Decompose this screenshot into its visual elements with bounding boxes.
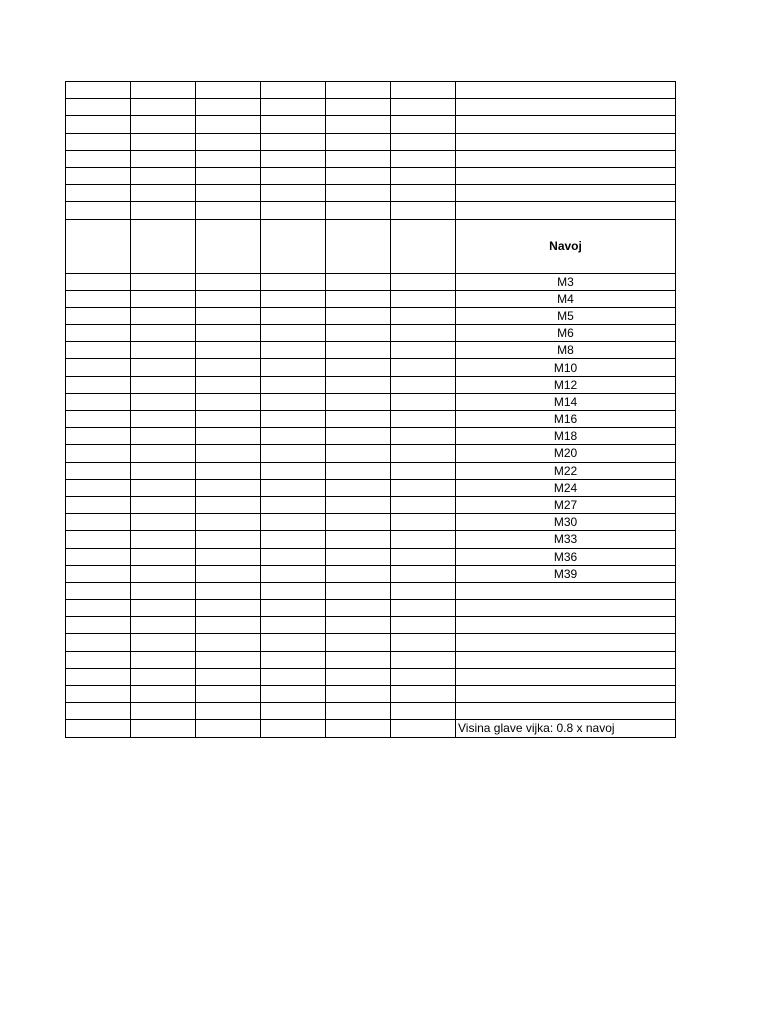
- thread-size-cell[interactable]: M27: [456, 496, 676, 513]
- cell[interactable]: [326, 531, 391, 548]
- cell[interactable]: [66, 307, 131, 324]
- cell[interactable]: [131, 307, 196, 324]
- cell[interactable]: [391, 531, 456, 548]
- cell[interactable]: [196, 325, 261, 342]
- cell[interactable]: [131, 219, 196, 273]
- cell[interactable]: [196, 668, 261, 685]
- cell[interactable]: [391, 167, 456, 184]
- table-row: [66, 514, 676, 531]
- cell[interactable]: [66, 582, 131, 599]
- cell[interactable]: [196, 496, 261, 513]
- cell[interactable]: [391, 133, 456, 150]
- cell[interactable]: [326, 548, 391, 565]
- cell[interactable]: [196, 479, 261, 496]
- cell[interactable]: [261, 133, 326, 150]
- cell[interactable]: [66, 202, 131, 219]
- cell[interactable]: [196, 720, 261, 737]
- cell[interactable]: [196, 445, 261, 462]
- cell[interactable]: [66, 393, 131, 410]
- table-row: [66, 565, 676, 582]
- cell[interactable]: [391, 273, 456, 290]
- cell[interactable]: [196, 651, 261, 668]
- cell[interactable]: [196, 82, 261, 99]
- cell[interactable]: [66, 668, 131, 685]
- cell[interactable]: [456, 668, 676, 685]
- cell[interactable]: [326, 342, 391, 359]
- cell[interactable]: [196, 600, 261, 617]
- cell[interactable]: [391, 703, 456, 720]
- cell[interactable]: [326, 565, 391, 582]
- cell[interactable]: [66, 479, 131, 496]
- cell[interactable]: [326, 133, 391, 150]
- cell[interactable]: [261, 479, 326, 496]
- cell[interactable]: [261, 325, 326, 342]
- cell[interactable]: [326, 82, 391, 99]
- cell[interactable]: [131, 411, 196, 428]
- cell[interactable]: [66, 133, 131, 150]
- cell[interactable]: [456, 150, 676, 167]
- table-row: [66, 202, 676, 219]
- cell[interactable]: [261, 273, 326, 290]
- thread-size-cell[interactable]: M4: [456, 290, 676, 307]
- spreadsheet-table: [65, 81, 676, 738]
- cell[interactable]: [456, 582, 676, 599]
- cell[interactable]: [131, 548, 196, 565]
- table-row: [66, 479, 676, 496]
- cell[interactable]: [196, 99, 261, 116]
- cell[interactable]: [326, 600, 391, 617]
- cell[interactable]: [391, 548, 456, 565]
- table-row: [66, 150, 676, 167]
- cell[interactable]: [261, 359, 326, 376]
- cell[interactable]: [456, 82, 676, 99]
- table-row: [66, 686, 676, 703]
- cell[interactable]: [131, 185, 196, 202]
- thread-size-cell[interactable]: M8: [456, 342, 676, 359]
- cell[interactable]: [66, 720, 131, 737]
- cell[interactable]: [456, 202, 676, 219]
- cell[interactable]: [131, 462, 196, 479]
- cell[interactable]: [66, 411, 131, 428]
- cell[interactable]: [66, 531, 131, 548]
- cell[interactable]: [131, 651, 196, 668]
- cell[interactable]: [66, 342, 131, 359]
- cell[interactable]: [261, 393, 326, 410]
- header-row: [66, 219, 676, 273]
- cell[interactable]: [391, 668, 456, 685]
- cell[interactable]: [261, 150, 326, 167]
- cell[interactable]: [391, 376, 456, 393]
- table-row: [66, 359, 676, 376]
- cell[interactable]: [196, 582, 261, 599]
- cell[interactable]: [326, 325, 391, 342]
- cell[interactable]: [66, 82, 131, 99]
- cell[interactable]: [131, 150, 196, 167]
- cell[interactable]: [391, 514, 456, 531]
- cell[interactable]: [326, 167, 391, 184]
- cell[interactable]: [326, 393, 391, 410]
- cell[interactable]: [326, 634, 391, 651]
- cell[interactable]: [261, 617, 326, 634]
- table-row: [66, 617, 676, 634]
- cell[interactable]: [196, 686, 261, 703]
- cell[interactable]: [391, 202, 456, 219]
- cell[interactable]: [456, 185, 676, 202]
- cell[interactable]: [196, 548, 261, 565]
- cell[interactable]: [66, 445, 131, 462]
- cell[interactable]: [456, 634, 676, 651]
- cell[interactable]: [326, 116, 391, 133]
- cell[interactable]: [66, 462, 131, 479]
- thread-size-cell[interactable]: M24: [456, 479, 676, 496]
- cell[interactable]: [326, 376, 391, 393]
- thread-size-cell[interactable]: M22: [456, 462, 676, 479]
- cell[interactable]: [66, 428, 131, 445]
- cell[interactable]: [66, 617, 131, 634]
- cell[interactable]: [66, 703, 131, 720]
- cell[interactable]: [391, 99, 456, 116]
- cell[interactable]: [66, 359, 131, 376]
- cell[interactable]: [131, 668, 196, 685]
- cell[interactable]: [196, 514, 261, 531]
- cell[interactable]: [391, 185, 456, 202]
- cell[interactable]: [131, 359, 196, 376]
- cell[interactable]: [391, 359, 456, 376]
- cell[interactable]: [326, 514, 391, 531]
- table-row: [66, 703, 676, 720]
- cell[interactable]: [261, 582, 326, 599]
- cell[interactable]: [391, 582, 456, 599]
- cell[interactable]: [391, 651, 456, 668]
- cell[interactable]: [326, 99, 391, 116]
- cell[interactable]: [196, 133, 261, 150]
- cell[interactable]: [326, 219, 391, 273]
- cell[interactable]: [326, 582, 391, 599]
- cell[interactable]: [391, 445, 456, 462]
- cell[interactable]: [196, 307, 261, 324]
- cell[interactable]: [196, 359, 261, 376]
- cell[interactable]: [196, 462, 261, 479]
- table-row: [66, 411, 676, 428]
- cell[interactable]: [261, 720, 326, 737]
- cell[interactable]: [326, 150, 391, 167]
- cell[interactable]: [131, 202, 196, 219]
- cell[interactable]: [131, 376, 196, 393]
- cell[interactable]: [131, 600, 196, 617]
- table-row: [66, 167, 676, 184]
- cell[interactable]: [326, 307, 391, 324]
- cell[interactable]: [261, 219, 326, 273]
- cell[interactable]: [326, 462, 391, 479]
- cell[interactable]: [196, 219, 261, 273]
- cell[interactable]: [261, 462, 326, 479]
- cell[interactable]: [66, 150, 131, 167]
- cell[interactable]: [456, 651, 676, 668]
- cell[interactable]: [196, 617, 261, 634]
- cell[interactable]: [66, 548, 131, 565]
- cell[interactable]: [131, 720, 196, 737]
- table-row: [66, 634, 676, 651]
- cell[interactable]: [326, 445, 391, 462]
- cell[interactable]: [391, 342, 456, 359]
- cell[interactable]: [326, 479, 391, 496]
- cell[interactable]: [261, 290, 326, 307]
- cell[interactable]: [66, 99, 131, 116]
- cell[interactable]: [131, 514, 196, 531]
- cell[interactable]: [66, 290, 131, 307]
- cell[interactable]: [391, 565, 456, 582]
- cell[interactable]: [391, 82, 456, 99]
- cell[interactable]: [261, 376, 326, 393]
- cell[interactable]: [261, 411, 326, 428]
- cell[interactable]: [131, 99, 196, 116]
- cell[interactable]: [196, 393, 261, 410]
- cell[interactable]: [66, 167, 131, 184]
- cell[interactable]: [196, 411, 261, 428]
- spreadsheet-body: [66, 82, 676, 738]
- cell[interactable]: [456, 116, 676, 133]
- cell[interactable]: [326, 720, 391, 737]
- cell[interactable]: [391, 479, 456, 496]
- cell[interactable]: [261, 531, 326, 548]
- table-row: [66, 393, 676, 410]
- thread-size-cell[interactable]: M39: [456, 565, 676, 582]
- cell[interactable]: [326, 359, 391, 376]
- cell[interactable]: [196, 565, 261, 582]
- cell[interactable]: [456, 99, 676, 116]
- cell[interactable]: [131, 116, 196, 133]
- cell[interactable]: [131, 479, 196, 496]
- cell[interactable]: [196, 167, 261, 184]
- cell[interactable]: [131, 634, 196, 651]
- cell[interactable]: [66, 273, 131, 290]
- cell[interactable]: [66, 651, 131, 668]
- table-row: [66, 273, 676, 290]
- cell[interactable]: [391, 686, 456, 703]
- cell[interactable]: [391, 307, 456, 324]
- table-row: [66, 342, 676, 359]
- cell[interactable]: [391, 617, 456, 634]
- cell[interactable]: [131, 325, 196, 342]
- cell[interactable]: [326, 185, 391, 202]
- table-row: [66, 548, 676, 565]
- cell[interactable]: [261, 634, 326, 651]
- cell[interactable]: [66, 686, 131, 703]
- table-row: [66, 531, 676, 548]
- cell[interactable]: [391, 290, 456, 307]
- table-row: [66, 307, 676, 324]
- cell[interactable]: [131, 290, 196, 307]
- table-row: [66, 462, 676, 479]
- cell[interactable]: [261, 307, 326, 324]
- cell[interactable]: [196, 428, 261, 445]
- cell[interactable]: [261, 668, 326, 685]
- table-row: [66, 99, 676, 116]
- cell[interactable]: [326, 651, 391, 668]
- thread-size-cell[interactable]: M36: [456, 548, 676, 565]
- table-row: [66, 82, 676, 99]
- cell[interactable]: [261, 82, 326, 99]
- cell[interactable]: [391, 462, 456, 479]
- cell[interactable]: [456, 600, 676, 617]
- cell[interactable]: [196, 150, 261, 167]
- navoj-header-cell[interactable]: Navoj: [456, 219, 676, 273]
- cell[interactable]: [261, 428, 326, 445]
- cell[interactable]: [131, 445, 196, 462]
- cell[interactable]: [391, 150, 456, 167]
- thread-size-cell[interactable]: M14: [456, 393, 676, 410]
- cell[interactable]: [196, 116, 261, 133]
- cell[interactable]: [391, 634, 456, 651]
- cell[interactable]: [261, 703, 326, 720]
- cell[interactable]: [326, 202, 391, 219]
- cell[interactable]: [261, 167, 326, 184]
- cell[interactable]: [66, 565, 131, 582]
- table-row: [66, 290, 676, 307]
- cell[interactable]: [391, 219, 456, 273]
- cell[interactable]: [196, 376, 261, 393]
- cell[interactable]: [326, 273, 391, 290]
- cell[interactable]: [131, 82, 196, 99]
- cell[interactable]: [196, 634, 261, 651]
- cell[interactable]: [66, 600, 131, 617]
- cell[interactable]: [131, 393, 196, 410]
- thread-size-cell[interactable]: M6: [456, 325, 676, 342]
- cell[interactable]: [66, 376, 131, 393]
- cell[interactable]: [456, 167, 676, 184]
- table-row: [66, 651, 676, 668]
- cell[interactable]: [66, 496, 131, 513]
- cell[interactable]: [66, 634, 131, 651]
- cell[interactable]: [261, 686, 326, 703]
- cell[interactable]: [261, 116, 326, 133]
- cell[interactable]: [261, 600, 326, 617]
- thread-size-cell[interactable]: M10: [456, 359, 676, 376]
- cell[interactable]: [391, 393, 456, 410]
- cell[interactable]: [261, 548, 326, 565]
- cell[interactable]: [196, 185, 261, 202]
- cell[interactable]: [66, 185, 131, 202]
- cell[interactable]: [131, 342, 196, 359]
- cell[interactable]: [456, 686, 676, 703]
- cell[interactable]: [131, 428, 196, 445]
- table-row: [66, 325, 676, 342]
- table-row: [66, 668, 676, 685]
- cell[interactable]: [261, 99, 326, 116]
- cell[interactable]: [196, 273, 261, 290]
- cell[interactable]: [196, 342, 261, 359]
- cell[interactable]: [391, 411, 456, 428]
- cell[interactable]: [261, 651, 326, 668]
- cell[interactable]: [131, 565, 196, 582]
- thread-size-cell[interactable]: M5: [456, 307, 676, 324]
- cell[interactable]: [131, 686, 196, 703]
- cell[interactable]: [391, 428, 456, 445]
- cell[interactable]: [261, 496, 326, 513]
- thread-size-cell[interactable]: M30: [456, 514, 676, 531]
- cell[interactable]: [131, 531, 196, 548]
- table-row: [66, 600, 676, 617]
- cell[interactable]: [66, 325, 131, 342]
- thread-size-cell[interactable]: M33: [456, 531, 676, 548]
- cell[interactable]: [326, 686, 391, 703]
- thread-size-cell[interactable]: M12: [456, 376, 676, 393]
- cell[interactable]: [131, 703, 196, 720]
- cell[interactable]: [456, 133, 676, 150]
- cell[interactable]: [196, 202, 261, 219]
- cell[interactable]: [131, 582, 196, 599]
- cell[interactable]: [326, 411, 391, 428]
- cell[interactable]: [261, 185, 326, 202]
- cell[interactable]: [326, 668, 391, 685]
- cell[interactable]: [326, 703, 391, 720]
- cell[interactable]: [326, 428, 391, 445]
- table-row: [66, 428, 676, 445]
- cell[interactable]: [326, 617, 391, 634]
- cell[interactable]: [66, 116, 131, 133]
- cell[interactable]: [391, 600, 456, 617]
- cell[interactable]: [261, 342, 326, 359]
- cell[interactable]: [196, 703, 261, 720]
- cell[interactable]: [131, 617, 196, 634]
- cell[interactable]: [456, 703, 676, 720]
- table-row: [66, 582, 676, 599]
- thread-size-cell[interactable]: M16: [456, 411, 676, 428]
- table-row: [66, 133, 676, 150]
- cell[interactable]: [261, 565, 326, 582]
- cell[interactable]: [131, 133, 196, 150]
- note-cell[interactable]: Visina glave vijka: 0.8 x navoj: [456, 720, 676, 737]
- thread-size-cell[interactable]: M3: [456, 273, 676, 290]
- thread-size-cell[interactable]: M18: [456, 428, 676, 445]
- table-row: [66, 376, 676, 393]
- cell[interactable]: [131, 167, 196, 184]
- cell[interactable]: [131, 496, 196, 513]
- thread-size-cell[interactable]: M20: [456, 445, 676, 462]
- table-row: [66, 445, 676, 462]
- cell[interactable]: [456, 617, 676, 634]
- cell[interactable]: [326, 290, 391, 307]
- note-row: [66, 720, 676, 737]
- cell[interactable]: [391, 496, 456, 513]
- cell[interactable]: [196, 531, 261, 548]
- cell[interactable]: [196, 290, 261, 307]
- table-row: [66, 496, 676, 513]
- cell[interactable]: [391, 720, 456, 737]
- table-row: [66, 185, 676, 202]
- cell[interactable]: [261, 514, 326, 531]
- cell[interactable]: [131, 273, 196, 290]
- cell[interactable]: [66, 219, 131, 273]
- cell[interactable]: [391, 325, 456, 342]
- cell[interactable]: [326, 496, 391, 513]
- table-row: [66, 116, 676, 133]
- cell[interactable]: [261, 202, 326, 219]
- cell[interactable]: [391, 116, 456, 133]
- cell[interactable]: [261, 445, 326, 462]
- cell[interactable]: [66, 514, 131, 531]
